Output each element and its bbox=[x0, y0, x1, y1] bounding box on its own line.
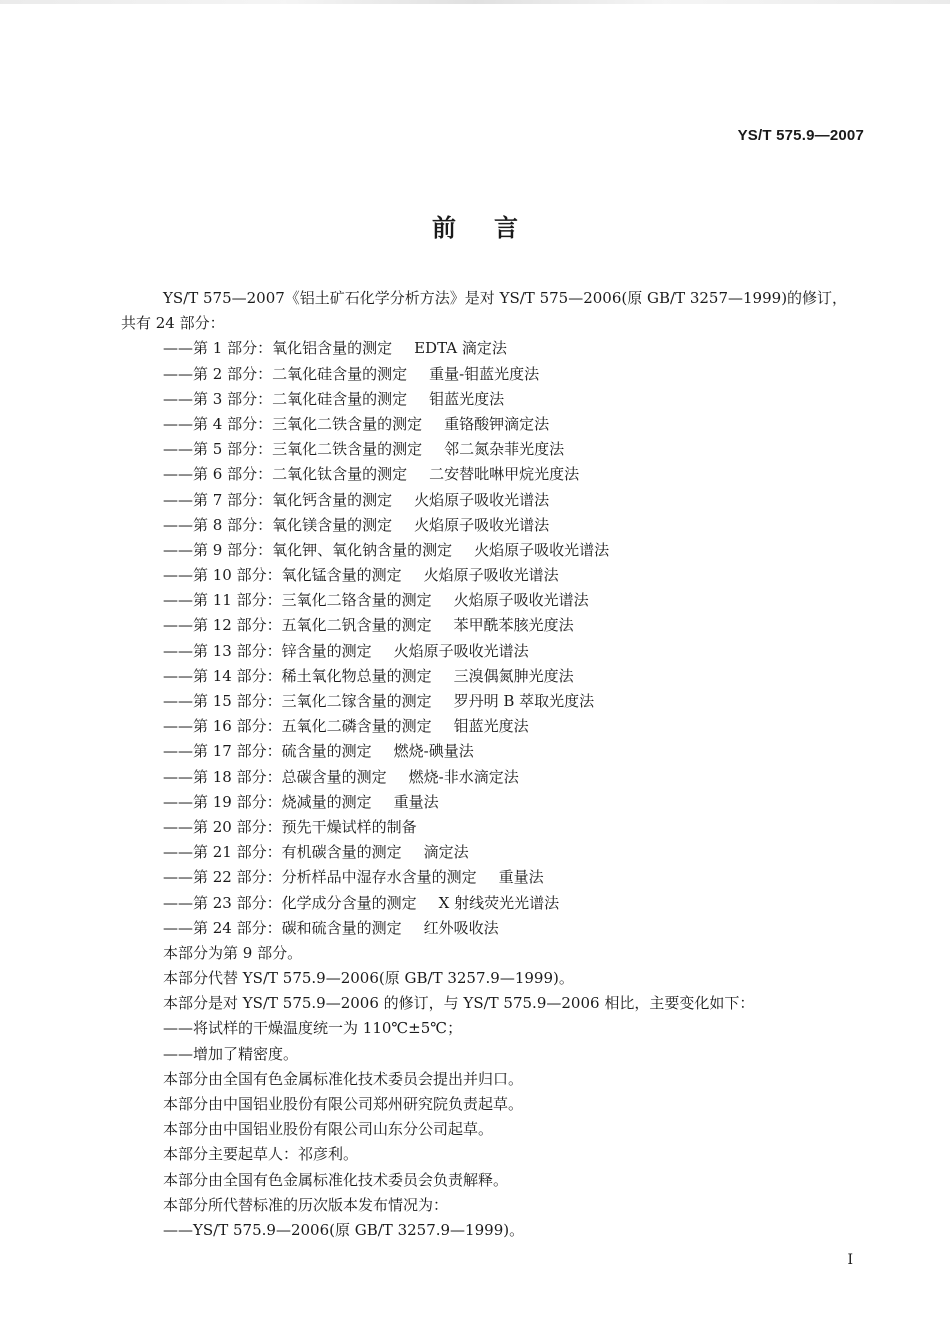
page-number: I bbox=[847, 1252, 853, 1268]
list-item bbox=[121, 739, 866, 764]
list-item bbox=[121, 891, 866, 916]
list-item bbox=[121, 689, 866, 714]
part-label: ——第 15 部分：三氧化二镓含量的测定 bbox=[163, 692, 432, 710]
list-item bbox=[121, 664, 866, 689]
list-item bbox=[121, 790, 866, 815]
list-item bbox=[121, 336, 866, 361]
part-method: 重铬酸钾滴定法 bbox=[444, 414, 550, 433]
part-label: ——第 22 部分：分析样品中湿存水含量的测定 bbox=[163, 868, 477, 887]
part-label: ——第 20 部分：预先干燥试样的制备 bbox=[163, 817, 417, 836]
part-label: ——第 21 部分：有机碳含量的测定 bbox=[163, 843, 402, 862]
list-item bbox=[121, 488, 866, 513]
part-method: 三溴偶氮胂光度法 bbox=[453, 666, 574, 685]
part-label: ——第 23 部分：化学成分含量的测定 bbox=[163, 893, 417, 912]
part-method: 滴定法 bbox=[423, 843, 469, 862]
part-label: ——第 7 部分：氧化钙含量的测定 bbox=[163, 490, 393, 509]
paragraph-line: 本部分代替 YS/T 575.9—2006(原 GB/T 3257.9—1999)。 bbox=[163, 969, 574, 988]
body-lines bbox=[121, 941, 866, 1243]
list-item bbox=[121, 588, 866, 613]
part-label: ——第 12 部分：五氧化二钒含量的测定 bbox=[163, 616, 432, 635]
part-method: 红外吸收法 bbox=[423, 918, 499, 937]
part-label: ——第 14 部分：稀土氧化物总量的测定 bbox=[163, 666, 432, 685]
part-method: 燃烧-碘量法 bbox=[393, 742, 474, 761]
paragraph-line: 本部分由中国铝业股份有限公司山东分公司起草。 bbox=[163, 1120, 494, 1139]
parts-list bbox=[121, 336, 866, 941]
part-method: 钼蓝光度法 bbox=[429, 389, 505, 408]
list-item bbox=[121, 538, 866, 563]
list-item bbox=[121, 765, 866, 790]
part-label: ——第 9 部分：氧化钾、氧化钠含量的测定 bbox=[163, 540, 453, 559]
list-item bbox=[121, 513, 866, 538]
part-method: 钼蓝光度法 bbox=[453, 717, 529, 736]
part-method: 邻二氮杂菲光度法 bbox=[444, 440, 565, 459]
part-label: ——第 19 部分：烧减量的测定 bbox=[163, 792, 372, 811]
scan-edge-artifact bbox=[0, 0, 950, 4]
part-label: ——第 1 部分：氧化铝含量的测定 bbox=[163, 339, 393, 358]
paragraph-line: 本部分是对 YS/T 575.9—2006 的修订，与 YS/T 575.9—2006 相比，主要变化如下： bbox=[163, 994, 755, 1013]
paragraph-line: 本部分由中国铝业股份有限公司郑州研究院负责起草。 bbox=[163, 1095, 524, 1113]
part-label: ——第 5 部分：三氧化二铁含量的测定 bbox=[163, 440, 423, 459]
list-item bbox=[121, 462, 866, 487]
list-item bbox=[121, 840, 866, 865]
foreword-body bbox=[121, 286, 866, 1243]
paragraph-line: 本部分由全国有色金属标准化技术委员会负责解释。 bbox=[163, 1170, 509, 1189]
paragraph-line: ——将试样的干燥温度统一为 110℃±5℃； bbox=[163, 1019, 463, 1038]
part-method: 火焰原子吸收光谱法 bbox=[393, 641, 529, 660]
list-item bbox=[121, 563, 866, 588]
part-method: 二安替吡啉甲烷光度法 bbox=[429, 465, 580, 484]
paragraph-line: 本部分主要起草人：祁彦利。 bbox=[163, 1145, 359, 1164]
list-item bbox=[121, 362, 866, 387]
part-method: 重量法 bbox=[393, 792, 439, 811]
part-method: 燃烧-非水滴定法 bbox=[408, 767, 519, 786]
paragraph-line: 本部分为第 9 部分。 bbox=[163, 943, 303, 962]
part-method: 火焰原子吸收光谱法 bbox=[474, 540, 610, 559]
part-label: ——第 8 部分：氧化镁含量的测定 bbox=[163, 515, 393, 534]
part-method: 重量-钼蓝光度法 bbox=[429, 364, 540, 383]
list-item bbox=[121, 437, 866, 462]
list-item bbox=[121, 387, 866, 412]
part-method: 火焰原子吸收光谱法 bbox=[453, 591, 589, 610]
part-label: ——第 11 部分：三氧化二铬含量的测定 bbox=[163, 591, 432, 610]
list-item bbox=[121, 613, 866, 638]
part-method: 火焰原子吸收光谱法 bbox=[414, 490, 550, 509]
paragraph-line: ——增加了精密度。 bbox=[163, 1044, 299, 1063]
part-method: 苯甲酰苯胲光度法 bbox=[453, 616, 574, 635]
list-item bbox=[121, 916, 866, 941]
part-method: 火焰原子吸收光谱法 bbox=[414, 515, 550, 534]
part-label: ——第 18 部分：总碳含量的测定 bbox=[163, 767, 387, 786]
list-item bbox=[121, 412, 866, 437]
list-item bbox=[121, 815, 866, 840]
page-title: 前言 bbox=[432, 213, 556, 242]
part-label: ——第 13 部分：锌含量的测定 bbox=[163, 641, 372, 660]
part-label: ——第 6 部分：二氧化钛含量的测定 bbox=[163, 465, 408, 484]
part-method: 火焰原子吸收光谱法 bbox=[423, 566, 559, 585]
part-label: ——第 4 部分：三氧化二铁含量的测定 bbox=[163, 414, 423, 433]
list-item bbox=[121, 639, 866, 664]
list-item bbox=[121, 865, 866, 890]
document-code: YS/T 575.9—2007 bbox=[737, 127, 864, 144]
part-method: 罗丹明 B 萃取光度法 bbox=[453, 692, 595, 710]
paragraph-line: ——YS/T 575.9—2006(原 GB/T 3257.9—1999)。 bbox=[163, 1220, 525, 1239]
part-label: ——第 10 部分：氧化锰含量的测定 bbox=[163, 566, 402, 585]
intro-line-2: 共有 24 部分： bbox=[121, 314, 225, 333]
part-label: ——第 3 部分：二氧化硅含量的测定 bbox=[163, 389, 408, 408]
paragraph-line: 本部分由全国有色金属标准化技术委员会提出并归口。 bbox=[163, 1069, 524, 1088]
paragraph-line: 本部分所代替标准的历次版本发布情况为： bbox=[163, 1195, 449, 1214]
part-label: ——第 24 部分：碳和硫含量的测定 bbox=[163, 918, 402, 937]
part-label: ——第 17 部分：硫含量的测定 bbox=[163, 742, 372, 761]
part-label: ——第 16 部分：五氧化二磷含量的测定 bbox=[163, 717, 432, 736]
part-label: ——第 2 部分：二氧化硅含量的测定 bbox=[163, 364, 408, 383]
intro-line-1: YS/T 575—2007《铝土矿石化学分析方法》是对 YS/T 575—2006(原 GB/T 3257—1999)的修订， bbox=[163, 289, 848, 307]
part-method: EDTA 滴定法 bbox=[414, 339, 507, 358]
list-item bbox=[121, 714, 866, 739]
part-method: X 射线荧光光谱法 bbox=[438, 893, 560, 912]
part-method: 重量法 bbox=[498, 868, 544, 887]
